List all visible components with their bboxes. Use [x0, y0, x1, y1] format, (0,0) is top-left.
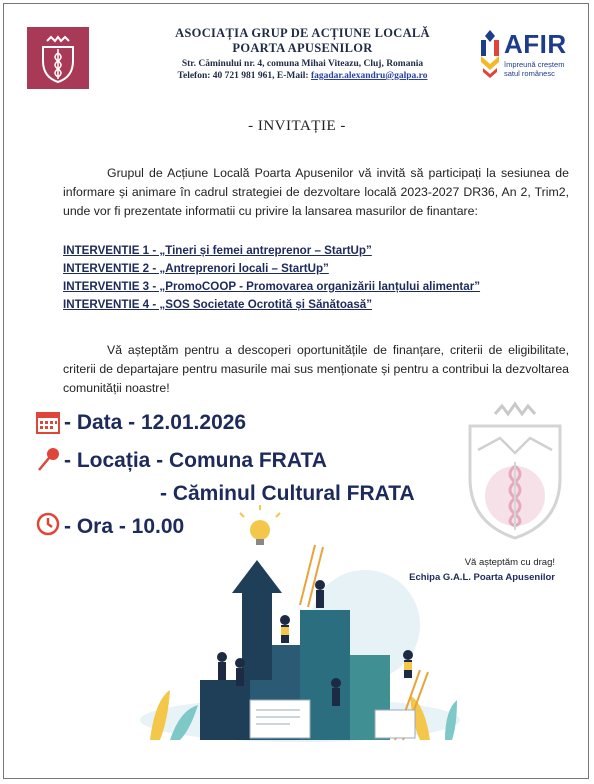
event-location: - Locația - Comuna FRATA	[64, 449, 327, 472]
clock-icon	[36, 512, 60, 541]
contact-email-link[interactable]: fagadar.alexandru@galpa.ro	[310, 71, 428, 81]
afir-tagline: împreună creștem satul românesc	[504, 60, 565, 78]
invitation-title: - INVITAȚIE -	[248, 118, 346, 134]
intervention-item: INTERVENTIE 3 - „PromoCOOP - Promovarea organizării lanțului alimentar”	[63, 280, 481, 293]
interventions-list	[63, 242, 563, 314]
outro-paragraph: Vă așteptăm pentru a descoperi oportunitățile de finanțare, criterii de eligibilitate, criterii de departajare pentru masurile mai sus menționate și pentru a contribui la dezvoltarea comunității noastre!	[63, 343, 569, 395]
organization-header	[150, 26, 455, 82]
org-contact	[150, 70, 455, 82]
intervention-item: INTERVENTIE 4 - „SOS Societate Ocrotită și Sănătoasă”	[63, 298, 373, 311]
event-date: - Data - 12.01.2026	[64, 411, 247, 434]
signature-greeting: Vă așteptăm cu drag!	[464, 557, 555, 568]
org-name-line2: POARTA APUSENILOR	[232, 41, 373, 55]
event-time: - Ora - 10.00	[64, 515, 185, 538]
calendar-icon	[36, 410, 60, 439]
gal-logo	[27, 27, 89, 89]
growth-illustration	[140, 505, 460, 745]
intervention-item: INTERVENTIE 1 - „Tineri și femei antreprenor – StartUp”	[63, 244, 372, 257]
afir-logo	[478, 28, 573, 88]
org-name-line1: ASOCIAȚIA GRUP DE ACȚIUNE LOCALĂ	[175, 26, 430, 40]
afir-name: AFIR	[504, 29, 567, 59]
signature-team: Echipa G.A.L. Poarta Apusenilor	[409, 572, 555, 583]
event-venue: - Căminul Cultural FRATA	[160, 482, 415, 505]
contact-phone: Telefon: 40 721 981 961, E-Mail:	[177, 71, 311, 81]
intro-paragraph: Grupul de Acțiune Locală Poarta Apusenilor vă invită să participați la sesiunea de informare și animare în cadrul strategiei de dezvoltare locală 2023-2027 DR36, An 2, Trim2, unde vor fi prezentate informatii cu privire la lansarea masurilor de finantare:	[63, 166, 569, 218]
gal-emblem-watermark	[460, 398, 570, 543]
intervention-item: INTERVENTIE 2 - „Antreprenori locali – StartUp”	[63, 262, 329, 275]
location-pin-icon	[36, 446, 62, 477]
org-address: Str. Căminului nr. 4, comuna Mihai Viteazu, Cluj, Romania	[181, 59, 424, 69]
